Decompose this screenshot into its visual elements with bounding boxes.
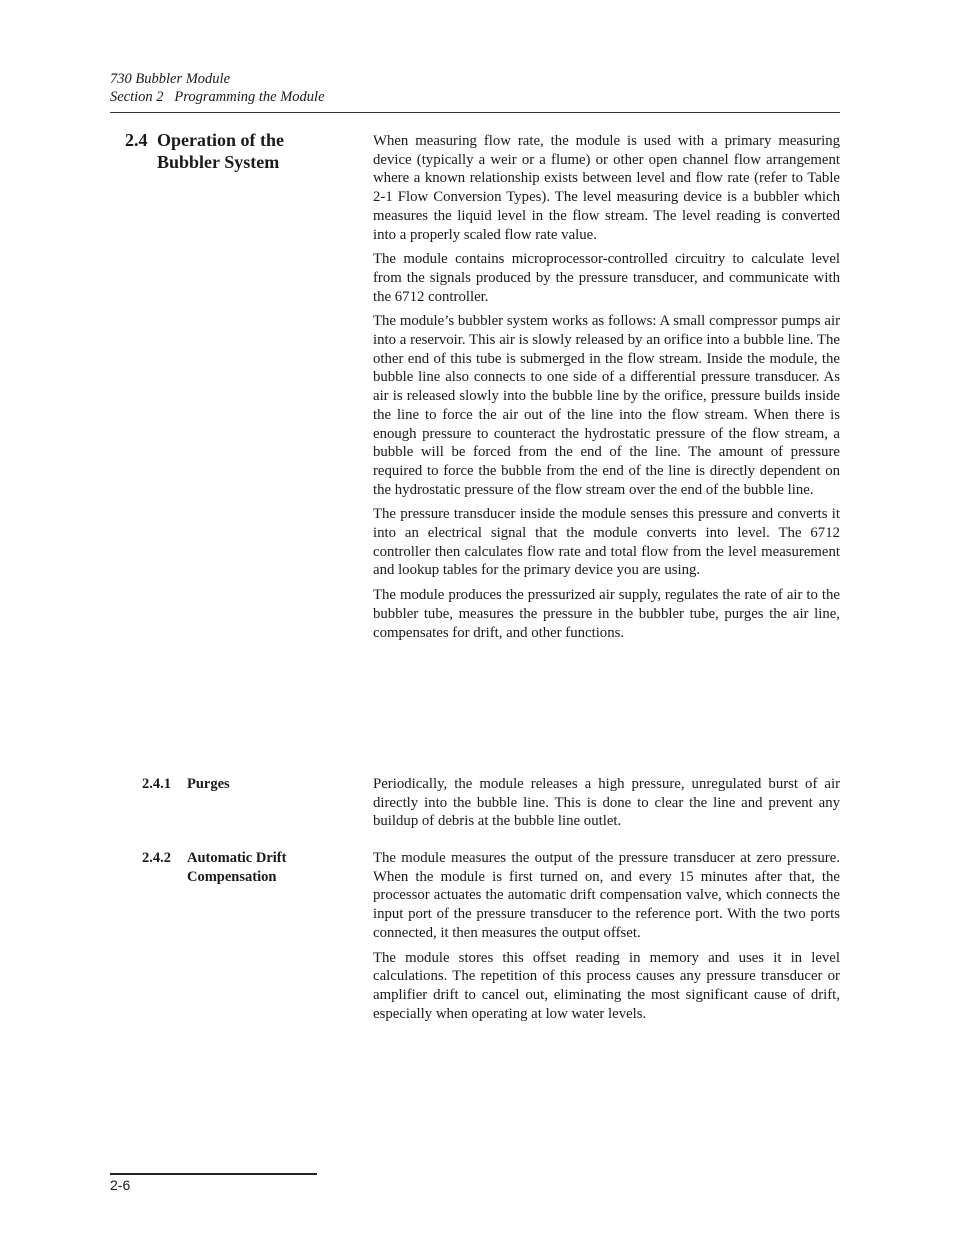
section-2-4-2-body bbox=[373, 849, 840, 1029]
subsection-number: 2.4.1 bbox=[142, 776, 171, 792]
header-divider bbox=[110, 112, 840, 113]
paragraph: The module produces the pressurized air supply, regulates the rate of air to the bubbler tube, measures the pressure in the bubbler tube, purges the air line, compensates for drift, and other functions. bbox=[373, 587, 840, 641]
section-2-4-heading bbox=[110, 129, 345, 173]
header-document-title: 730 Bubbler Module bbox=[110, 71, 231, 87]
paragraph: The module contains microprocessor-controlled circuitry to calculate level from the signals produced by the pressure transducer, and communicate with the 6712 controller. bbox=[373, 251, 840, 305]
paragraph: The module stores this offset reading in memory and uses it in level calculations. The repetition of this process causes any pressure transducer or amplifier drift to cancel out, eliminating the most significant cause of drift, especially when operating at low water levels. bbox=[373, 949, 840, 1022]
footer-divider bbox=[110, 1173, 317, 1175]
section-title: Operation of the Bubbler System bbox=[157, 130, 284, 172]
paragraph: Periodically, the module releases a high pressure, unregulated burst of air directly into the bubble line. This is done to clear the line and prevent any buildup of debris at the bubble line outlet. bbox=[373, 776, 840, 830]
section-2-4-2-heading bbox=[110, 849, 345, 887]
running-header bbox=[110, 70, 325, 106]
paragraph: The pressure transducer inside the module senses this pressure and converts it into an electrical signal that the module converts into level. The 6712 controller then calculates flow rate and total flow from the level measurement and lookup tables for the primary device you are using. bbox=[373, 506, 840, 579]
section-2-4-1-body bbox=[373, 775, 840, 837]
subsection-number: 2.4.2 bbox=[142, 850, 171, 866]
paragraph: When measuring flow rate, the module is used with a primary measuring device (typically a weir or a flume) or other open channel flow arrangement where a known relationship exists between level and flow rate (refer to Table 2-1 Flow Conversion Types). The level measuring device is a bubbler which measures the liquid level in the flow stream. The level reading is converted into a properly scaled flow rate value. bbox=[373, 133, 840, 243]
subsection-title: Purges bbox=[187, 776, 230, 792]
subsection-title: Automatic Drift Compensation bbox=[187, 850, 287, 885]
section-2-4-1-heading bbox=[110, 775, 345, 794]
section-number: 2.4 bbox=[125, 130, 148, 150]
paragraph: The module’s bubbler system works as follows: A small compressor pumps air into a reservoir. This air is slowly released by an orifice into a bubble line. The other end of this tube is submerged in the flow stream. Inside the module, the bubble line also connects to one side of a differential pressure transducer. As air is released slowly into the bubble line by the orifice, pressure builds inside the line to force the air out of the line into the flow stream. When there is enough pressure to counteract the hydrostatic pressure of the flow stream, a bubble will be forced from the end of the line. The amount of pressure required to force the bubble from the end of the line is directly dependent on the hydrostatic pressure of the flow stream over the end of the bubble line. bbox=[373, 313, 840, 498]
section-2-4-body bbox=[373, 132, 840, 648]
paragraph: The module measures the output of the pressure transducer at zero pressure. When the module is first turned on, and every 15 minutes after that, the processor actuates the automatic drift compensation valve, which connects the input port of the pressure transducer to the reference port. With the two ports connected, it then measures the output offset. bbox=[373, 850, 840, 941]
page-number: 2-6 bbox=[110, 1177, 131, 1193]
header-section-title: Section 2 Programming the Module bbox=[110, 89, 325, 105]
